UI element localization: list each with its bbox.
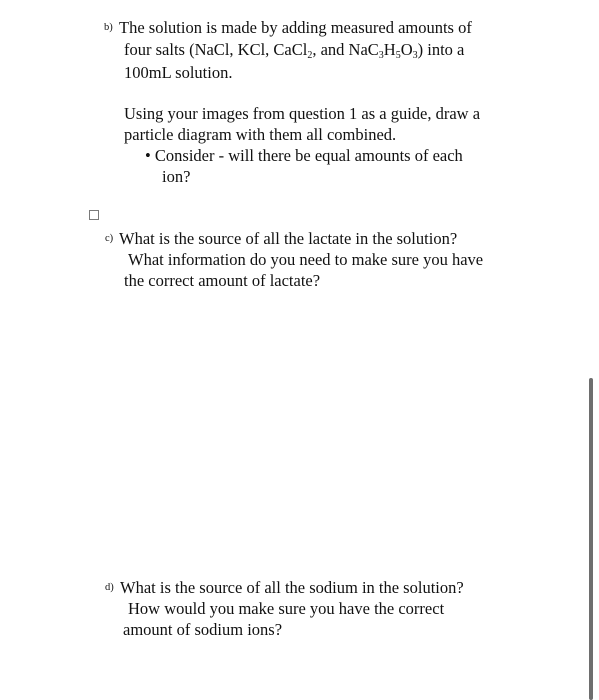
question-b-line-2-mid2: H (383, 40, 396, 59)
subscript-5: 5 (395, 50, 401, 61)
question-c-line-2: What information do you need to make sure you have (128, 250, 484, 269)
question-d-line-1: What is the source of all the sodium in the solution? (120, 578, 464, 597)
question-b-bullet-line-1 (145, 146, 463, 166)
question-b-para2-line-2: particle diagram with them all combined. (124, 125, 397, 144)
question-c-line-3: the correct amount of lactate? (124, 271, 321, 290)
question-b-marker: b) (104, 22, 113, 33)
question-d-marker: d) (105, 582, 114, 593)
question-c-marker: c) (105, 233, 114, 244)
bullet-icon: • (145, 146, 151, 165)
question-b-para2-line-1: Using your images from question 1 as a guide, draw a (124, 104, 481, 123)
vertical-scrollbar[interactable] (589, 378, 593, 700)
question-b-line-2-pre: four salts (NaCl, KCl, CaCl (124, 40, 308, 59)
subscript-3a: 3 (378, 50, 384, 61)
question-c-line-1: What is the source of all the lactate in the solution? (119, 229, 458, 248)
question-b-line-2-mid1: , and NaC (312, 40, 379, 59)
question-b-line-3: 100mL solution. (124, 63, 233, 82)
question-b-line-1: The solution is made by adding measured amounts of (119, 18, 472, 37)
subscript-3b: 3 (412, 50, 418, 61)
subscript-2: 2 (307, 50, 313, 61)
question-d-line-3: amount of sodium ions? (123, 620, 283, 639)
question-b-line-2-mid3: O (400, 40, 413, 59)
question-b-bullet-line-2: ion? (162, 167, 191, 186)
checkbox-icon[interactable] (89, 210, 99, 220)
question-b-line-2 (124, 40, 464, 60)
bullet-text-1: Consider - will there be equal amounts of each (154, 146, 463, 165)
question-b-line-2-post: ) into a (417, 40, 465, 59)
question-d-line-2: How would you make sure you have the correct (128, 599, 445, 618)
